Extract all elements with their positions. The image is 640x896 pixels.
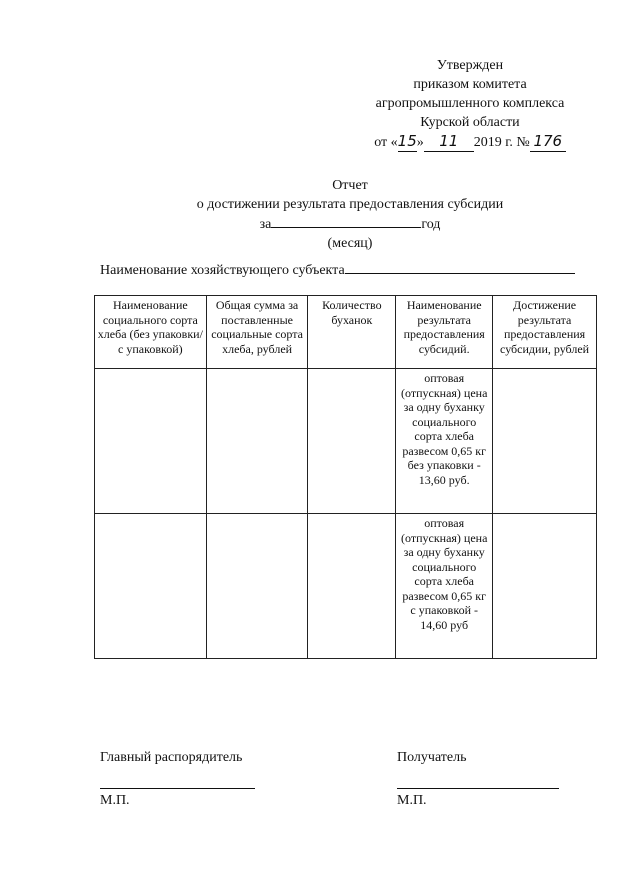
- table-cell: [95, 369, 207, 514]
- subject-blank: [345, 260, 575, 274]
- report-title-block: [140, 176, 560, 253]
- period-prefix: за: [259, 217, 272, 232]
- table-row: [95, 369, 597, 514]
- table-header-row: [95, 296, 597, 369]
- header-result-name: Наименование результата предоставления субсидий.: [396, 296, 493, 369]
- date-suffix: 2019 г. №: [473, 135, 530, 150]
- approval-line-3: агропромышленного комплекса: [375, 96, 565, 111]
- subject-label: Наименование хозяйствующего субъекта: [100, 263, 345, 278]
- table-cell-result: оптовая (отпускная) цена за одну буханку социального сорта хлеба развесом 0,65 кг без упаковки - 13,60 руб.: [396, 369, 493, 514]
- order-number: 176: [530, 132, 566, 152]
- signature-right-line: [397, 766, 559, 789]
- signature-left-mp: М.П.: [100, 793, 130, 808]
- approval-date: [330, 132, 610, 152]
- table-cell: [95, 514, 207, 659]
- report-table: [94, 295, 597, 659]
- report-period: [140, 214, 560, 234]
- table-cell-result: оптовая (отпускная) цена за одну буханку социального сорта хлеба развесом 0,65 кг с упаковкой - 14,60 руб: [396, 514, 493, 659]
- signature-left: [100, 750, 255, 809]
- table-row: [95, 514, 597, 659]
- approval-line-4: Курской области: [420, 115, 520, 130]
- signature-left-line: [100, 766, 255, 789]
- subject-row: [100, 260, 600, 279]
- approval-line-1: Утвержден: [436, 58, 504, 73]
- date-prefix: от «: [374, 135, 398, 150]
- date-mid: »: [416, 135, 424, 150]
- signature-right-mp: М.П.: [397, 793, 427, 808]
- table-cell: [206, 514, 308, 659]
- period-hint: (месяц): [327, 236, 373, 251]
- report-title: Отчет: [332, 178, 368, 193]
- table-cell: [206, 369, 308, 514]
- period-suffix: год: [421, 217, 441, 232]
- header-result-achievement: Достижение результата предоставления субсидии, рублей: [493, 296, 597, 369]
- approval-stamp: [330, 56, 610, 152]
- signature-left-label: Главный распорядитель: [100, 750, 243, 765]
- date-day: 15: [397, 132, 417, 150]
- table-cell: [493, 369, 597, 514]
- period-blank: [271, 214, 421, 228]
- header-bread-name: Наименование социального сорта хлеба (без упаковки/с упаковкой): [95, 296, 207, 369]
- table-cell: [308, 514, 396, 659]
- approval-line-2: приказом комитета: [413, 77, 527, 92]
- signature-right: [397, 750, 559, 809]
- table-cell: [308, 369, 396, 514]
- date-month: 11: [424, 132, 474, 152]
- report-subtitle: о достижении результата предоставления субсидии: [196, 197, 504, 212]
- header-loaf-count: Количество буханок: [308, 296, 396, 369]
- header-total-sum: Общая сумма за поставленные социальные сорта хлеба, рублей: [206, 296, 308, 369]
- table-cell: [493, 514, 597, 659]
- signature-right-label: Получатель: [397, 750, 467, 765]
